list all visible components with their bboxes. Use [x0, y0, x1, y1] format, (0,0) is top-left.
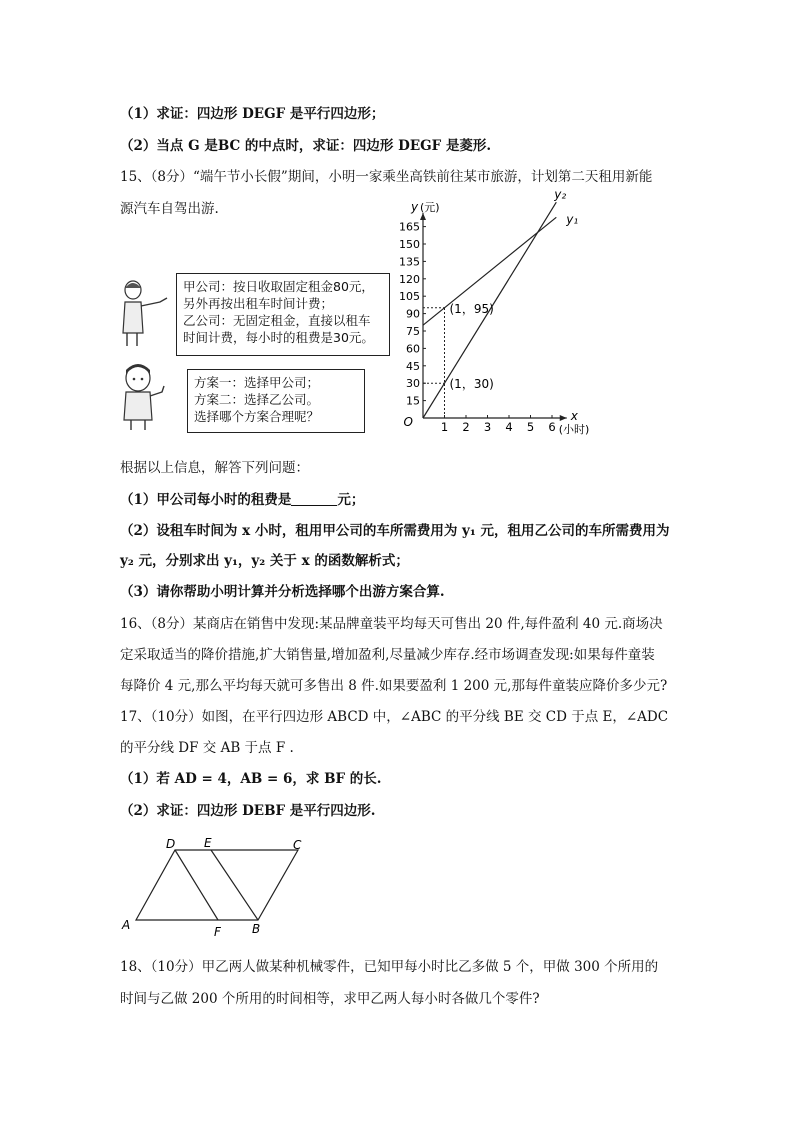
function-graph — [385, 187, 610, 445]
x-tick-label: 6 — [548, 420, 556, 434]
y-tick-label: 90 — [406, 307, 420, 321]
q15-stem-line2: 源汽车自驾出游. — [120, 201, 219, 217]
plan-line: 选择哪个方案合理呢？ — [194, 409, 320, 424]
origin-label: O — [403, 415, 413, 429]
q15-part1-text: （1）甲公司每小时的租费是 — [120, 492, 292, 508]
q15-part2-line1: （2）设租车时间为 x 小时，租用甲公司的车所需费用为 y₁ 元，租用乙公司的车所需费用为 — [120, 523, 670, 539]
label-a: A — [122, 918, 131, 932]
company-info-line: 甲公司：按日收取固定租金80元， — [183, 279, 374, 294]
plan-line: 方案二：选择乙公司。 — [194, 392, 320, 407]
y-tick-label: 15 — [406, 394, 420, 408]
q15-part1-unit: 元； — [337, 492, 365, 508]
x-axis-label: x — [570, 409, 578, 423]
label-e: E — [204, 836, 212, 850]
y-tick-label: 150 — [399, 238, 420, 251]
q16-line1: 16、（8分）某商店在销售中发现:某品牌童装平均每天可售出 20 件,每件盈利 40 元.商场决 — [120, 616, 663, 632]
y-tick-label: 120 — [399, 272, 420, 286]
q17-part2: （2）求证：四边形 DEBF 是平行四边形. — [120, 803, 376, 819]
plan-box — [187, 369, 365, 433]
x-tick-label: 4 — [505, 420, 513, 434]
q15-intro: 根据以上信息，解答下列问题： — [120, 460, 309, 476]
x-tick-label: 3 — [483, 420, 492, 434]
x-axis-unit: (小时) — [558, 423, 590, 436]
x-tick-label: 2 — [462, 420, 470, 434]
y-tick-label: 60 — [406, 342, 420, 356]
y-axis-label: y — [411, 200, 419, 214]
company-info-line: 乙公司：无固定租金，直接以租车 — [183, 313, 371, 328]
segment-be — [211, 850, 258, 920]
q15-part1 — [120, 490, 364, 510]
x-tick-label: 5 — [526, 420, 535, 434]
company-info-box — [176, 273, 390, 356]
y-tick-label: 30 — [406, 377, 420, 391]
q16-line2: 定采取适当的降价措施,扩大销售量,增加盈利,尽量减少库存.经市场调查发现:如果每件童装 — [120, 647, 655, 663]
y-tick-label: 165 — [399, 220, 420, 234]
y-tick-label: 135 — [399, 255, 420, 269]
q14-part1: （1）求证：四边形 DEGF 是平行四边形； — [120, 106, 385, 122]
q15-stem-line1: 15、（8分）“端午节小长假”期间，小明一家乘坐高铁前往某市旅游，计划第二天租用新能 — [120, 169, 653, 185]
q17-part1: （1）若 AD = 4，AB = 6，求 BF 的长. — [120, 771, 382, 787]
plan-line: 方案一：选择甲公司； — [194, 375, 320, 390]
boy-illustration — [118, 362, 178, 432]
q14-part2: （2）当点 G 是BC 的中点时，求证：四边形 DEGF 是菱形. — [120, 138, 492, 154]
label-b: B — [252, 922, 261, 936]
x-tick-label: 1 — [440, 420, 449, 434]
segment-df — [175, 850, 218, 920]
teacher-illustration — [115, 278, 175, 348]
q18-line1: 18、（10分）甲乙两人做某种机械零件，已知甲每小时比乙多做 5 个，甲做 300 个所用的 — [120, 959, 659, 975]
y-tick-label: 45 — [406, 359, 420, 373]
y-tick-label: 105 — [399, 290, 420, 304]
parallelogram-abcd — [136, 850, 298, 920]
company-info-line: 另外再按出租车时间计费； — [183, 296, 334, 311]
label-c: C — [293, 838, 302, 852]
q15-part2-line2: y₂ 元，分别求出 y₁，y₂ 关于 x 的函数解析式； — [120, 553, 409, 569]
y-tick-label: 75 — [406, 325, 420, 338]
q15-part3: （3）请你帮助小明计算并分析选择哪个出游方案合算. — [120, 584, 445, 600]
y-axis-arrow — [420, 213, 426, 220]
point-label: (1，95) — [449, 301, 494, 316]
series-label-2: y₂ — [554, 187, 567, 202]
q16-line3: 每降价 4 元,那么平均每天就可多售出 8 件.如果要盈利 1 200 元,那每件童装应降价多少元? — [120, 678, 668, 694]
q17-line2: 的平分线 DF 交 AB 于点 F . — [120, 740, 294, 756]
q18-line2: 时间与乙做 200 个所用的时间相等，求甲乙两人每小时各做几个零件? — [120, 991, 540, 1007]
parallelogram-figure — [118, 832, 318, 940]
point-label: (1，30) — [449, 377, 494, 392]
label-f: F — [214, 925, 221, 939]
company-info-line: 时间计费，每小时的租费是30元。 — [183, 330, 374, 345]
q17-line1: 17、（10分）如图，在平行四边形 ABCD 中，∠ABC 的平分线 BE 交 CD 于点 E，∠ADC — [120, 709, 669, 725]
answer-blank — [291, 491, 337, 506]
label-d: D — [166, 837, 176, 851]
series-label-1: y₁ — [566, 212, 579, 227]
y-axis-unit: (元) — [420, 201, 440, 214]
x-axis-arrow — [560, 415, 567, 421]
